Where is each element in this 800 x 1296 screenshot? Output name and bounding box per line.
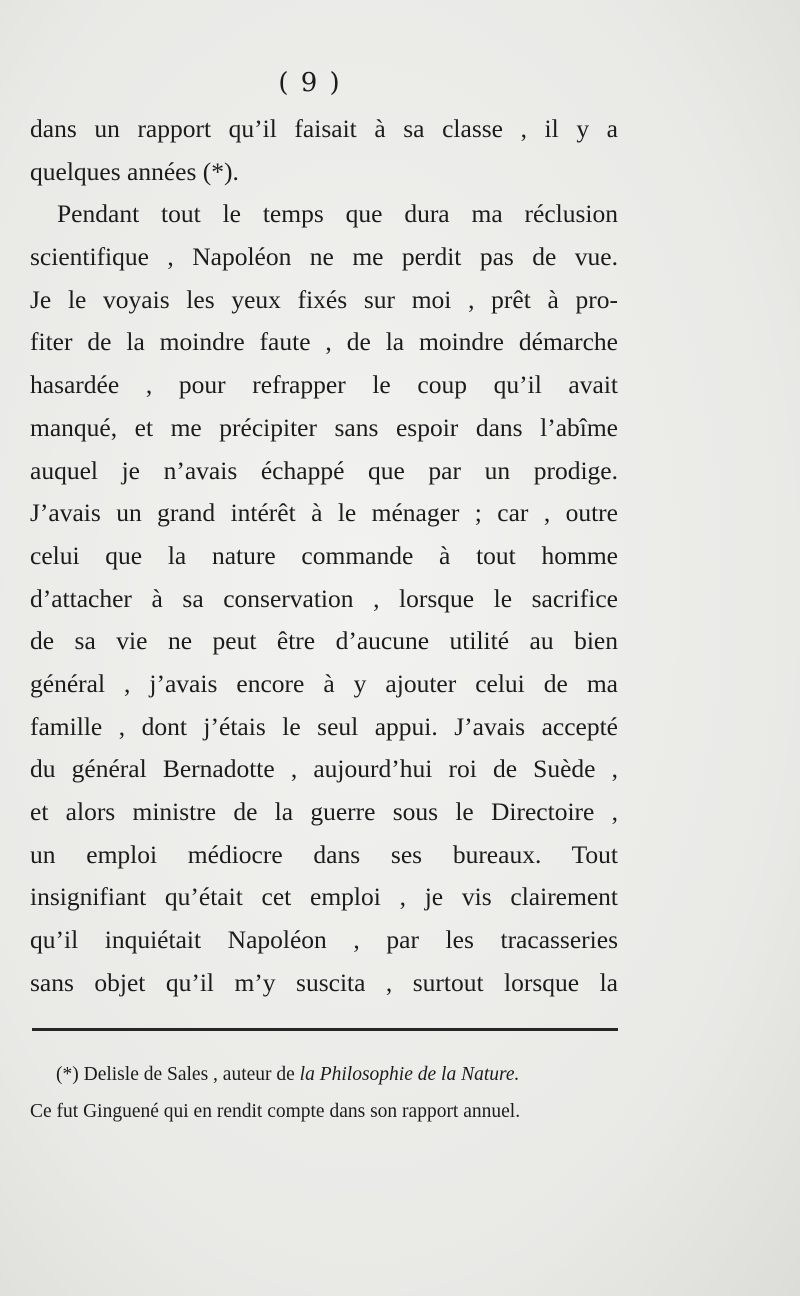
text-line: Pendant tout le temps que dura ma réclusion bbox=[57, 199, 618, 229]
body-text bbox=[30, 108, 618, 1004]
text-line: un emploi médiocre dans ses bureaux. Tout bbox=[30, 839, 618, 869]
text-line: dans un rapport qu’il faisait à sa classe , il y a bbox=[30, 114, 618, 143]
footnote-line: Ce fut Ginguené qui en rendit compte dans son rapport annuel. bbox=[30, 1101, 521, 1122]
text-line: famille , dont j’étais le seul appui. J’avais accepté bbox=[30, 711, 618, 741]
text-line: quelques années (*). bbox=[30, 156, 239, 186]
text-line: J’avais un grand intérêt à le ménager ; car , outre bbox=[30, 498, 618, 528]
text-line: d’attacher à sa conservation , lorsque le sacrifice bbox=[30, 583, 618, 613]
text-line: général , j’avais encore à y ajouter celui de ma bbox=[30, 668, 618, 698]
text-line: fiter de la moindre faute , de la moindre démarche bbox=[30, 327, 618, 357]
text-line: Je le voyais les yeux fixés sur moi , prêt à pro- bbox=[30, 284, 618, 314]
text-line: qu’il inquiétait Napoléon , par les tracasseries bbox=[30, 925, 618, 955]
text-line: du général Bernadotte , aujourd’hui roi de Suède , bbox=[30, 754, 618, 784]
text-line: insignifiant qu’était cet emploi , je vis clairement bbox=[30, 882, 618, 912]
footnote bbox=[30, 1056, 620, 1130]
text-line: sans objet qu’il m’y suscita , surtout lorsque la bbox=[30, 967, 618, 997]
footnote-text: (*) Delisle de Sales , auteur de bbox=[56, 1064, 300, 1085]
text-line: de sa vie ne peut être d’aucune utilité au bien bbox=[30, 626, 618, 656]
page-number: ( 9 ) bbox=[278, 68, 342, 98]
text-line: manqué, et me précipiter sans espoir dans l’abîme bbox=[30, 412, 618, 442]
text-line: celui que la nature commande à tout homme bbox=[30, 540, 618, 570]
footnote-line bbox=[30, 1056, 620, 1093]
text-line: auquel je n’avais échappé que par un prodige. bbox=[30, 455, 618, 485]
footnote-book-title: la Philosophie de la Nature. bbox=[299, 1064, 520, 1085]
text-line: scientifique , Napoléon ne me perdit pas de vue. bbox=[30, 242, 618, 272]
footnote-rule bbox=[32, 1028, 618, 1031]
text-line: et alors ministre de la guerre sous le Directoire , bbox=[30, 797, 618, 826]
text-line: hasardée , pour refrapper le coup qu’il avait bbox=[30, 370, 618, 400]
